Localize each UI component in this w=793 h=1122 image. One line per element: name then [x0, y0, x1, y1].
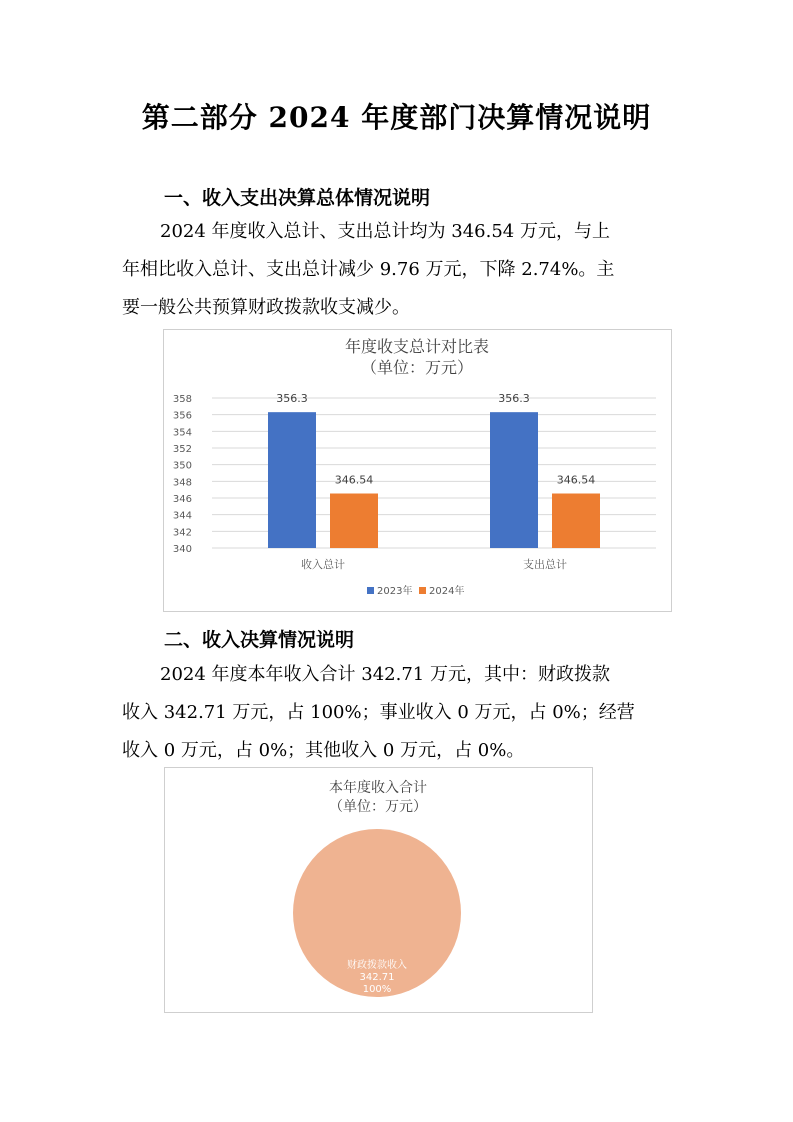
- pie-slice-percent: 100%: [362, 984, 392, 995]
- y-tick-label: 344: [172, 510, 192, 522]
- bar-收入总计-2023年: [268, 412, 316, 548]
- pie-chart-canvas: [165, 768, 592, 1012]
- bar-chart-title: 年度收支总计对比表: [344, 337, 490, 356]
- y-tick-label: 348: [172, 477, 192, 489]
- y-tick-label: 342: [172, 527, 192, 539]
- section1-line3: 要一般公共预算财政拨款收支减少。: [122, 297, 410, 318]
- bar-data-label: 346.54: [334, 473, 374, 487]
- y-tick-label: 358: [172, 394, 192, 405]
- y-tick-label: 354: [172, 427, 192, 439]
- bar-支出总计-2023年: [490, 412, 538, 548]
- x-category-label: 支出总计: [523, 558, 567, 571]
- y-tick-label: 350: [172, 460, 192, 472]
- section2-line3: 收入 0 万元，占 0%；其他收入 0 万元，占 0%。: [122, 740, 525, 761]
- bar-chart: [163, 329, 672, 612]
- section1-line1: 2024 年度收入总计、支出总计均为 346.54 万元，与上: [160, 221, 610, 242]
- legend-swatch: [419, 587, 426, 594]
- page-title: 第二部分 2024 年度部门决算情况说明: [141, 101, 652, 134]
- section2-paragraph: [122, 656, 678, 770]
- y-tick-label: 356: [172, 410, 192, 422]
- section2-line1: 2024 年度本年收入合计 342.71 万元，其中：财政拨款: [160, 664, 610, 685]
- y-tick-label: 340: [172, 544, 192, 555]
- pie-chart-title: 本年度收入合计: [329, 780, 427, 796]
- bar-data-label: 346.54: [556, 473, 596, 487]
- section1-heading: 一、收入支出决算总体情况说明: [164, 187, 431, 209]
- section2-line2: 收入 342.71 万元，占 100%；事业收入 0 万元，占 0%；经营: [122, 702, 635, 723]
- legend-label: 2024年: [429, 586, 465, 597]
- bar-chart-subtitle: （单位：万元）: [360, 358, 474, 377]
- bar-chart-canvas: [164, 330, 671, 611]
- y-tick-label: 346: [172, 494, 192, 505]
- bar-支出总计-2024年: [552, 494, 600, 549]
- section1-line2: 年相比收入总计、支出总计减少 9.76 万元，下降 2.74%。主: [122, 259, 615, 280]
- legend-swatch: [367, 587, 374, 594]
- section1-paragraph: [122, 213, 678, 327]
- bar-data-label: 356.3: [498, 392, 530, 406]
- pie-slice-label: 财政拨款收入: [347, 960, 407, 971]
- pie-chart-subtitle: （单位：万元）: [329, 799, 427, 815]
- bar-data-label: 356.3: [276, 392, 308, 406]
- pie-chart: [164, 767, 593, 1013]
- section2-heading: 二、收入决算情况说明: [164, 629, 355, 651]
- bar-收入总计-2024年: [330, 494, 378, 549]
- y-tick-label: 352: [172, 444, 192, 455]
- pie-slice-value: 342.71: [359, 972, 395, 983]
- x-category-label: 收入总计: [301, 558, 345, 571]
- legend-label: 2023年: [377, 586, 413, 597]
